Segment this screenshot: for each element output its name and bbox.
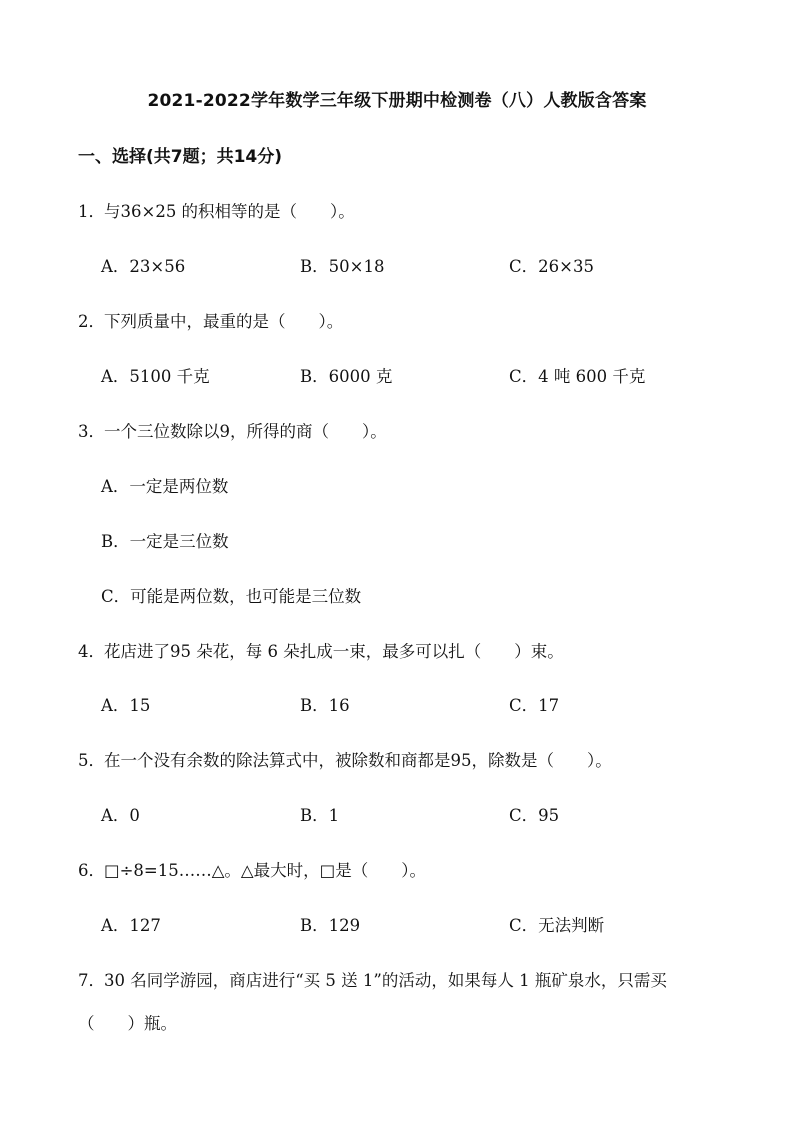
q2-option-a[interactable]: A．5100 千克	[101, 367, 210, 386]
q3-option-b[interactable]: B．一定是三位数	[101, 532, 229, 551]
q6-option-c[interactable]: C．无法判断	[509, 916, 605, 935]
question-text: 与36×25 的积相等的是（ ）。	[104, 202, 355, 221]
question-5	[78, 747, 612, 771]
question-7	[78, 967, 667, 1033]
q1-option-b[interactable]: B．50×18	[300, 257, 385, 276]
q5-option-b[interactable]: B．1	[300, 806, 340, 825]
question-number: 4．	[78, 642, 105, 661]
question-text: 花店进了95 朵花，每 6 朵扎成一束，最多可以扎（ ）束。	[104, 642, 564, 661]
q4-option-b[interactable]: B．16	[300, 696, 350, 715]
q6-option-b[interactable]: B．129	[300, 916, 361, 935]
question-3	[78, 418, 387, 442]
question-6	[78, 857, 426, 881]
q4-option-c[interactable]: C．17	[509, 696, 560, 715]
question-text: 在一个没有余数的除法算式中，被除数和商都是95，除数是（ ）。	[104, 751, 612, 770]
q3-option-c[interactable]: C．可能是两位数，也可能是三位数	[101, 587, 362, 606]
question-number: 5．	[78, 751, 105, 770]
q1-option-a[interactable]: A．23×56	[101, 257, 186, 276]
question-number: 2．	[78, 312, 105, 331]
question-number: 6．	[78, 861, 105, 880]
q1-option-c[interactable]: C．26×35	[509, 257, 594, 276]
q6-option-a[interactable]: A．127	[101, 916, 161, 935]
question-4	[78, 638, 564, 662]
question-2	[78, 308, 343, 332]
question-text-continued: （ ）瓶。	[78, 1014, 177, 1033]
q3-option-a[interactable]: A．一定是两位数	[101, 477, 229, 496]
q4-option-a[interactable]: A．15	[101, 696, 151, 715]
q5-option-c[interactable]: C．95	[509, 806, 560, 825]
q5-option-a[interactable]: A．0	[101, 806, 140, 825]
question-text: 30 名同学游园，商店进行“买 5 送 1”的活动，如果每人 1 瓶矿泉水，只需买	[104, 971, 667, 990]
question-text: 一个三位数除以9，所得的商（ ）。	[104, 422, 387, 441]
question-number: 1．	[78, 202, 105, 221]
question-number: 7．	[78, 971, 105, 990]
question-text: □÷8=15……△。△最大时，□是（ ）。	[104, 861, 426, 880]
document-title: 2021-2022学年数学三年级下册期中检测卷（八）人教版含答案	[147, 91, 647, 111]
question-1	[78, 198, 355, 222]
question-text: 下列质量中，最重的是（ ）。	[104, 312, 344, 331]
q2-option-b[interactable]: B．6000 克	[300, 367, 393, 386]
section-heading: 一、选择(共7题；共14分)	[78, 147, 283, 167]
question-number: 3．	[78, 422, 105, 441]
q2-option-c[interactable]: C．4 吨 600 千克	[509, 367, 646, 386]
